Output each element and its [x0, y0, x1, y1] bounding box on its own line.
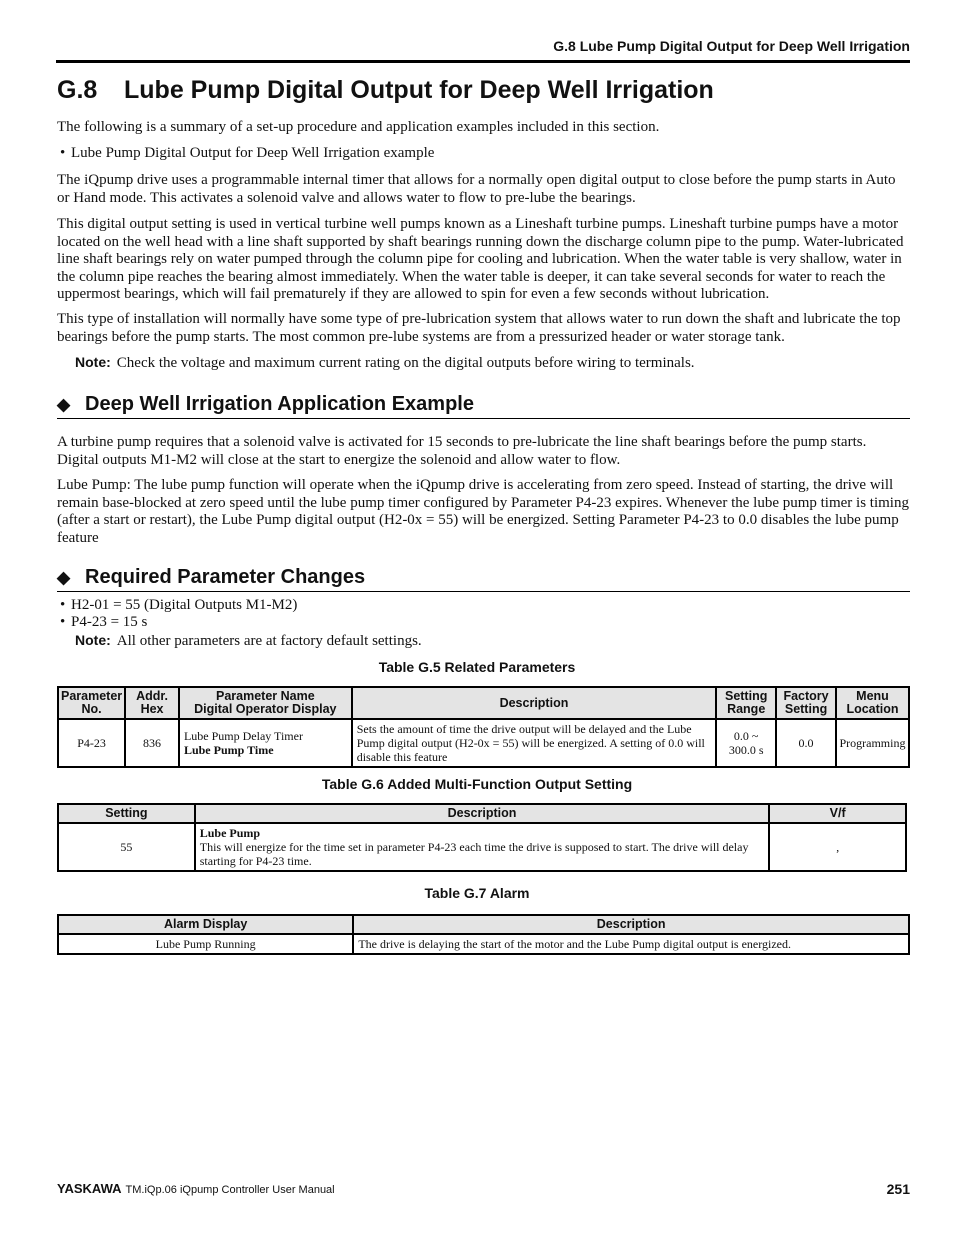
section-heading-parameters	[57, 566, 910, 592]
running-header-text: G.8 Lube Pump Digital Output for Deep Well Irrigation	[553, 38, 910, 54]
running-header	[56, 38, 910, 63]
parameter-bullet	[60, 597, 297, 614]
table-row	[58, 823, 906, 871]
column-header: Parameter Name Digital Operator Display	[179, 687, 352, 719]
column-header: Description	[353, 915, 909, 934]
table-header-row	[58, 915, 909, 934]
column-header: Alarm Display	[58, 915, 353, 934]
column-header: Description	[195, 804, 770, 823]
table-cell: 836	[125, 719, 179, 767]
bullet-icon: •	[60, 614, 66, 630]
note-defaults	[75, 632, 422, 650]
note-voltage	[75, 354, 695, 372]
output-setting-table	[57, 803, 907, 872]
bullet-text: Lube Pump Digital Output for Deep Well Irrigation example	[71, 145, 435, 161]
column-header: V/f	[769, 804, 906, 823]
bullet-icon: •	[60, 145, 66, 161]
column-header: Menu Location	[836, 687, 909, 719]
table-cell: 55	[58, 823, 195, 871]
page-title	[57, 76, 714, 105]
section-heading-text: Required Parameter Changes	[85, 566, 366, 588]
bullet-text: H2-01 = 55 (Digital Outputs M1-M2)	[71, 597, 298, 613]
column-header: Factory Setting	[776, 687, 836, 719]
column-header: Setting	[58, 804, 195, 823]
table-cell: Lube Pump This will energize for the time set in parameter P4-23 each time the drive is supposed to start. The drive will delay starting for P4-23 time.	[195, 823, 770, 871]
table-caption: Table G.5 Related Parameters	[378, 659, 576, 675]
column-header: Description	[352, 687, 717, 719]
diamond-icon: ◆	[57, 395, 71, 414]
table-cell: Programming	[836, 719, 909, 767]
table-row	[58, 934, 909, 954]
paragraph-solenoid: A turbine pump requires that a solenoid valve is activated for 15 seconds to pre-lubricate the line shaft bearings before the pump starts. Digital outputs M1-M2 will close at the start to energize the solenoid and allow water to flow.	[57, 434, 867, 468]
section-heading-example	[57, 393, 910, 419]
parameter-bullet	[60, 614, 147, 631]
table-cell: The drive is delaying the start of the motor and the Lube Pump digital output is energized.	[353, 934, 909, 954]
column-header: Parameter No.	[58, 687, 125, 719]
bullet-text: P4-23 = 15 s	[71, 614, 148, 630]
table-cell: Lube Pump Running	[58, 934, 353, 954]
page-footer	[57, 1181, 910, 1201]
table-caption: Table G.6 Added Multi-Function Output Setting	[321, 776, 633, 792]
table-cell: Lube Pump Delay Timer Lube Pump Time	[179, 719, 352, 767]
paragraph-lineshaft: This digital output setting is used in vertical turbine well pumps known as a Lineshaft turbine pumps. Lineshaft turbine pumps have a motor located on the well head with a line shaft supported by shaft bearings running down the discharge column pipe to the pump. Water-lubricated line shaft bearings rely on water pumped through the column pipe for cooling and lubrication. When the water table is very shallow, water in the column pipe reaches the bearing almost immediately. When the water table is deeper, it can take several seconds for water to reach the uppermost bearings, which will fail prematurely if they are allowed to spin for even a few seconds without lubrication.	[57, 216, 904, 302]
intro-bullet	[60, 145, 434, 162]
table-cell: ‚	[769, 823, 906, 871]
note-text: All other parameters are at factory default settings.	[116, 633, 422, 649]
table-caption: Table G.7 Alarm	[424, 885, 530, 901]
table-header-row	[58, 804, 906, 823]
section-number: G.8	[57, 76, 98, 104]
intro-paragraph: The following is a summary of a set-up procedure and application examples included in this section.	[57, 119, 660, 135]
related-parameters-table	[57, 686, 910, 768]
table-cell: 0.0	[776, 719, 836, 767]
bullet-icon: •	[60, 597, 66, 613]
paragraph-prelube: This type of installation will normally have some type of pre-lubrication system that allows water to run down the shaft and lubricate the top bearings before the pump starts. The most common pre-lube systems are from a pressurized header or water storage tank.	[57, 311, 901, 345]
manual-title: TM.iQp.06 iQpump Controller User Manual	[125, 1184, 335, 1196]
page-number: 251	[886, 1181, 910, 1197]
table-header-row	[58, 687, 909, 719]
note-label: Note:	[75, 354, 111, 370]
brand-name: YASKAWA	[57, 1181, 122, 1196]
table-cell: P4-23	[58, 719, 125, 767]
alarm-table	[57, 914, 910, 955]
paragraph-lube-pump: Lube Pump: The lube pump function will operate when the iQpump drive is accelerating from zero speed. Instead of starting, the drive will remain base-blocked at zero speed until the lube pump timer configured by Parameter P4-23 expires. Whenever the lube pump timer is timing (after a start or restart), the Lube Pump digital output (H2-0x = 55) will be energized. Setting Parameter P4-23 to 0.0 disables the lube pump feature	[57, 477, 909, 546]
diamond-icon: ◆	[57, 568, 71, 587]
table-cell: 0.0 ~ 300.0 s	[716, 719, 776, 767]
section-heading-text: Deep Well Irrigation Application Example	[85, 393, 474, 415]
column-header: Setting Range	[716, 687, 776, 719]
note-label: Note:	[75, 632, 111, 648]
paragraph-timer: The iQpump drive uses a programmable internal timer that allows for a normally open digital output to close before the pump starts in Auto or Hand mode. This activates a solenoid valve and allows water to flow to pre-lube the bearings.	[57, 172, 896, 206]
table-row	[58, 719, 909, 767]
section-title: Lube Pump Digital Output for Deep Well Irrigation	[124, 76, 714, 104]
column-header: Addr. Hex	[125, 687, 179, 719]
table-cell: Sets the amount of time the drive output will be delayed and the Lube Pump digital output (H2-0x = 55) will be energized. A setting of 0.0 will disable this feature	[352, 719, 717, 767]
note-text: Check the voltage and maximum current rating on the digital outputs before wiring to terminals.	[116, 355, 695, 371]
